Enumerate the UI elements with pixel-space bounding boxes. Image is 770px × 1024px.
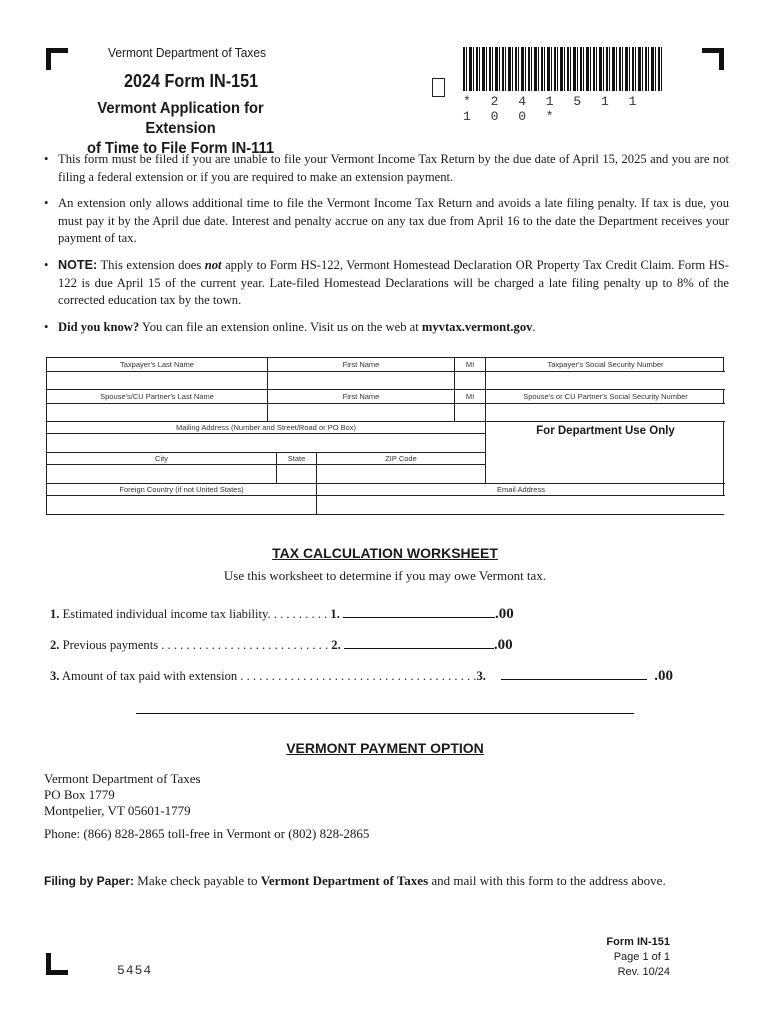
- taxpayer-last-name-label: Taxpayer's Last Name: [47, 358, 268, 372]
- instruction-item: [44, 319, 729, 337]
- line-1-ref: 1.: [330, 607, 340, 621]
- line-2-ref: 2.: [331, 638, 341, 652]
- note-text: [58, 257, 729, 310]
- corner-mark-top-left: [46, 48, 68, 70]
- filing-label: Filing by Paper:: [44, 874, 135, 888]
- form-subtitle: [72, 99, 289, 159]
- line-3-number: 3.: [50, 669, 60, 683]
- footer-page-number: Page 1 of 1: [613, 951, 670, 963]
- instruction-item: [44, 195, 729, 248]
- note-label: NOTE:: [58, 257, 98, 272]
- bullet-icon: •: [44, 257, 49, 272]
- line-1-number: 1.: [50, 607, 60, 621]
- did-you-know-label: Did you know?: [58, 319, 140, 334]
- state-label: State: [277, 453, 317, 465]
- taxpayer-mi-field[interactable]: [455, 372, 486, 390]
- mailing-address-label: Mailing Address (Number and Street/Road or PO Box): [47, 422, 486, 434]
- barcode-icon: [463, 47, 663, 91]
- line-1-decimal: .00: [495, 606, 514, 622]
- bullet-icon: •: [44, 319, 49, 334]
- spouse-first-name-label: First Name: [268, 390, 455, 404]
- taxpayer-first-name-label: First Name: [268, 358, 455, 372]
- footer-code: 5454: [117, 963, 153, 978]
- city-label: City: [47, 453, 277, 465]
- instruction-text: This form must be filed if you are unable to file your Vermont Income Tax Return by the due date of April 15, 2025 and you are not filing a federal extension or if you are required to make an extension payment.: [58, 152, 729, 184]
- instruction-item: [44, 151, 729, 186]
- line-3-decimal: .00: [654, 668, 673, 684]
- footer-form-number: Form IN-151: [606, 936, 670, 948]
- zip-code-label: ZIP Code: [317, 453, 486, 465]
- filing-by-paper: [44, 873, 666, 889]
- taxpayer-info-table: [46, 357, 724, 515]
- department-use-label: For Department Use Only: [536, 425, 675, 437]
- mailing-address-block: [44, 771, 201, 819]
- line-3-ref: 3.: [476, 669, 486, 683]
- form-title: 2024 Form IN-151: [124, 71, 259, 91]
- note-post: apply to Form HS-122, Vermont Homestead Declaration OR Property Tax Credit Claim. Form HS-122 is due April 15 of the current year. Late-filed Homestead Declarations will be charged a late filing penalty up to 8% of the corrected education tax by the town.: [58, 257, 729, 308]
- instruction-list: [44, 151, 729, 345]
- taxpayer-ssn-field[interactable]: [486, 372, 725, 390]
- taxpayer-first-name-field[interactable]: [268, 372, 455, 390]
- state-field[interactable]: [277, 465, 317, 484]
- city-field[interactable]: [47, 465, 277, 484]
- footer-form-info: [606, 935, 670, 980]
- note-pre: This extension does: [97, 257, 205, 272]
- taxpayer-ssn-label: Taxpayer's Social Security Number: [486, 358, 725, 372]
- filing-payee: Vermont Department of Taxes: [260, 873, 429, 888]
- line-1-amount-field[interactable]: [343, 606, 495, 618]
- worksheet-line-3: [50, 668, 673, 685]
- line-2-text: Previous payments . . . . . . . . . . . . . . . . . . . . . . . . . . .: [62, 638, 332, 652]
- spouse-mi-field[interactable]: [455, 404, 486, 422]
- address-line-2: PO Box 1779: [44, 787, 115, 802]
- worksheet-subtitle: Use this worksheet to determine if you may owe Vermont tax.: [223, 568, 547, 583]
- spouse-first-name-field[interactable]: [268, 404, 455, 422]
- line-2-number: 2.: [50, 638, 60, 652]
- subtitle-line-1: Vermont Application for Extension: [97, 100, 264, 137]
- checkbox-icon: [432, 78, 445, 97]
- line-3-amount-field[interactable]: [501, 668, 647, 680]
- spouse-last-name-label: Spouse's/CU Partner's Last Name: [47, 390, 268, 404]
- spouse-ssn-field[interactable]: [486, 404, 725, 422]
- spouse-ssn-label: Spouse's or CU Partner's Social Security Number: [486, 390, 725, 404]
- spouse-last-name-field[interactable]: [47, 404, 268, 422]
- instruction-text: An extension only allows additional time to file the Vermont Income Tax Return and avoids a late filing penalty. If tax is due, you must pay it by the April due date. Interest and penalty accrue on any tax due from April 16 to the date the Department receives your payment of tax.: [58, 196, 729, 246]
- bullet-icon: •: [44, 152, 49, 166]
- instruction-item: [44, 257, 729, 310]
- payment-option-title: VERMONT PAYMENT OPTION: [286, 740, 484, 756]
- section-divider: [136, 713, 634, 714]
- foreign-country-label: Foreign Country (if not United States): [47, 484, 317, 496]
- note-emphasis: not: [204, 257, 222, 272]
- bullet-icon: •: [44, 196, 49, 211]
- email-address-field[interactable]: [317, 496, 725, 514]
- department-name: Vermont Department of Taxes: [108, 45, 267, 60]
- line-1-text: Estimated individual income tax liability. . . . . . . . . .: [62, 607, 331, 621]
- taxpayer-mi-label: MI: [455, 358, 486, 372]
- did-you-know-pre: You can file an extension online. Visit us on the web at: [139, 319, 422, 334]
- foreign-country-field[interactable]: [47, 496, 317, 514]
- taxpayer-last-name-field[interactable]: [47, 372, 268, 390]
- line-2-decimal: .00: [493, 637, 513, 653]
- subtitle-line-2: of Time to File Form IN-111: [87, 140, 275, 157]
- worksheet-title: TAX CALCULATION WORKSHEET: [272, 545, 498, 561]
- footer-revision: Rev. 10/24: [617, 966, 670, 978]
- address-line-3: Montpelier, VT 05601-1779: [44, 803, 191, 818]
- website-link[interactable]: myvtax.vermont.gov: [421, 319, 533, 334]
- corner-mark-bottom-left: [46, 953, 68, 975]
- worksheet-line-1: [50, 606, 514, 623]
- email-address-label: Email Address: [317, 484, 725, 496]
- mailing-address-field[interactable]: [47, 434, 486, 453]
- worksheet-line-2: [50, 637, 513, 654]
- address-line-1: Vermont Department of Taxes: [44, 771, 201, 786]
- did-you-know-post: .: [532, 319, 536, 334]
- phone-info: Phone: (866) 828-2865 toll-free in Vermont or (802) 828-2865: [44, 826, 370, 841]
- line-3-text: Amount of tax paid with extension . . . . . . . . . . . . . . . . . . . . . . . . . . . . . . . . . . . . . .: [61, 669, 477, 683]
- filing-pre: Make check payable to: [134, 873, 261, 888]
- zip-code-field[interactable]: [317, 465, 486, 484]
- barcode-number: * 2 4 1 5 1 1 1 0 0 *: [463, 94, 643, 124]
- did-you-know-text: [58, 319, 729, 337]
- filing-post: and mail with this form to the address above.: [428, 873, 666, 888]
- corner-mark-top-right: [702, 48, 724, 70]
- line-2-amount-field[interactable]: [344, 637, 494, 649]
- spouse-mi-label: MI: [455, 390, 486, 404]
